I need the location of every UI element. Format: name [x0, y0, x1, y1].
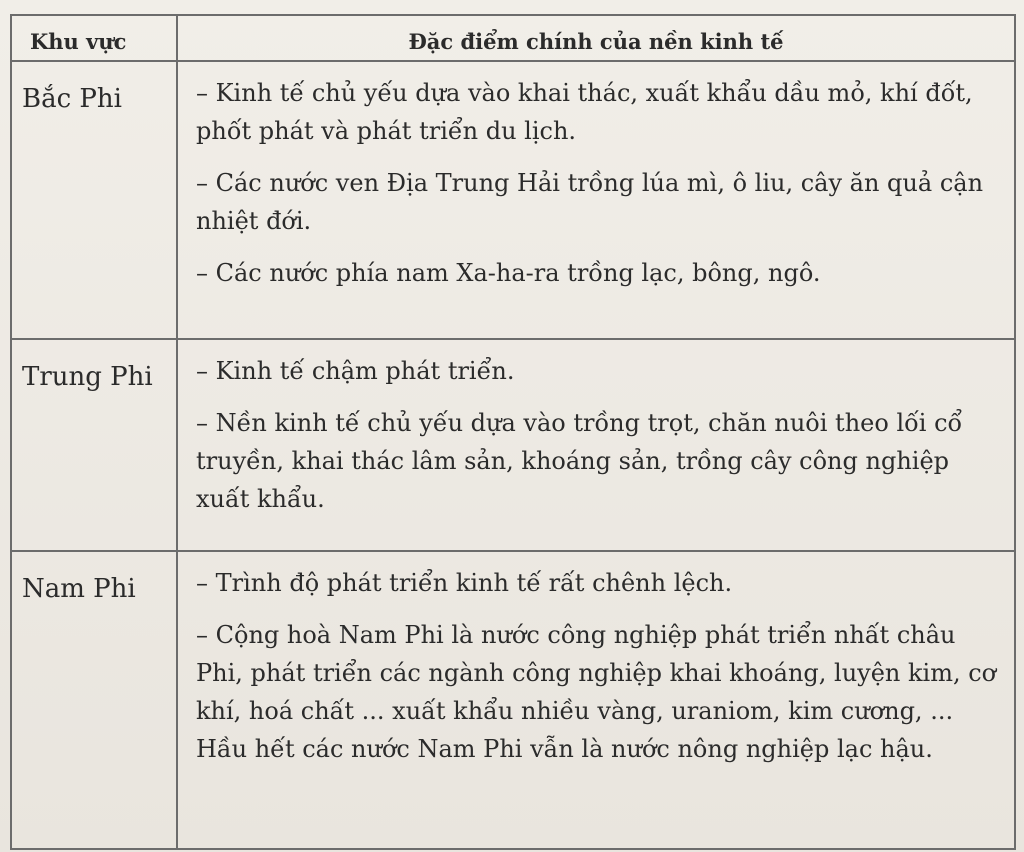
header-features: Đặc điểm chính của nền kinh tế [177, 15, 1015, 61]
africa-economy-table [10, 14, 1016, 850]
feature-item: – Các nước phía nam Xa-ha-ra trồng lạc, bông, ngô. [196, 259, 821, 287]
feature-item: – Các nước ven Địa Trung Hải trồng lúa mì, ô liu, cây ăn quả cận nhiệt đới. [196, 169, 984, 235]
table-row [11, 61, 1015, 339]
feature-item: – Nền kinh tế chủ yếu dựa vào trồng trọt, chăn nuôi theo lối cổ truyền, khai thác lâm sản, khoáng sản, trồng cây công nghiệp xuất khẩu. [196, 409, 963, 513]
table-row [11, 551, 1015, 849]
features-cell [177, 61, 1015, 339]
region-cell: Nam Phi [11, 551, 177, 849]
feature-item: – Kinh tế chậm phát triển. [196, 357, 515, 385]
region-cell: Trung Phi [11, 339, 177, 551]
feature-item: – Cộng hoà Nam Phi là nước công nghiệp phát triển nhất châu Phi, phát triển các ngành công nghiệp khai khoáng, luyện kim, cơ khí, hoá chất ... xuất khẩu nhiều vàng, uraniom, kim cương, ... Hầu hết các nước Nam Phi vẫn là nước nông nghiệp lạc hậu. [196, 621, 997, 763]
feature-item: – Trình độ phát triển kinh tế rất chênh lệch. [196, 569, 733, 597]
header-region: Khu vực [11, 15, 177, 61]
table-header-row [11, 15, 1015, 61]
features-cell [177, 551, 1015, 849]
features-cell [177, 339, 1015, 551]
feature-item: – Kinh tế chủ yếu dựa vào khai thác, xuất khẩu dầu mỏ, khí đốt, phốt phát và phát triển du lịch. [196, 79, 973, 145]
region-cell: Bắc Phi [11, 61, 177, 339]
table-row [11, 339, 1015, 551]
